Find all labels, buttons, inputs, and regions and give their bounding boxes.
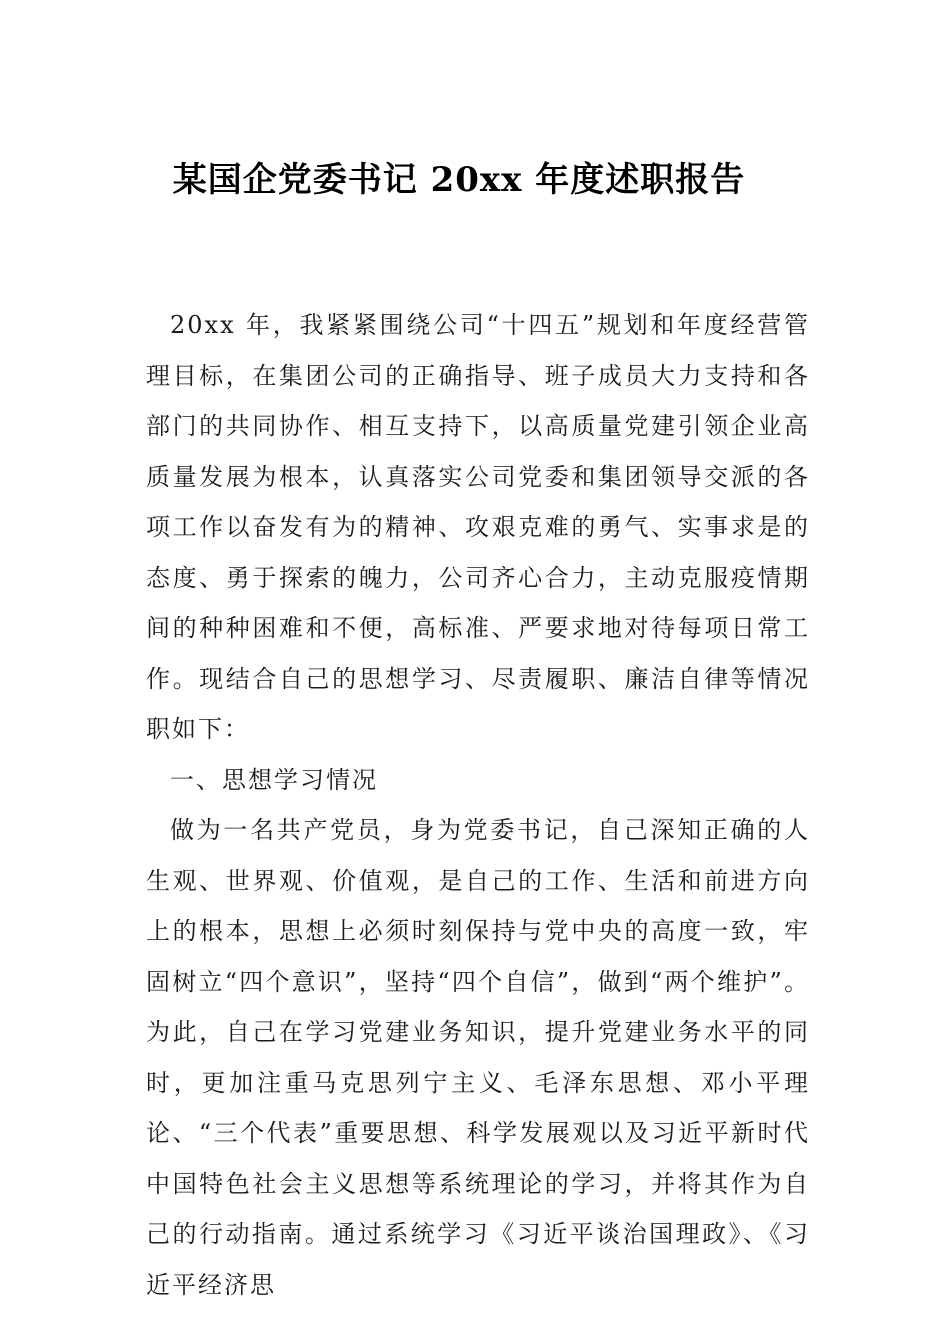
paragraph-thought-study: 做为一名共产党员，身为党委书记，自己深知正确的人生观、世界观、价值观，是自己的工作、生活和前进方向上的根本，思想上必须时刻保持与党中央的高度一致，牢固树立“四个意识”，坚持“四个自信”，做到“两个维护”。为此，自己在学习党建业务知识，提升党建业务水平的同时，更加注重马克思列宁主义、毛泽东思想、邓小平理论、“三个代表”重要思想、科学发展观以及习近平新时代中国特色社会主义思想等系统理论的学习，并将其作为自己的行动指南。通过系统学习《习近平谈治国理政》、《习近平经济思 bbox=[146, 816, 810, 1299]
document-title: 某国企党委书记 20xx 年度述职报告 bbox=[172, 160, 746, 200]
section-heading-thought-study: 一、思想学习情况 bbox=[170, 765, 378, 794]
paragraph-intro: 20xx 年，我紧紧围绕公司“十四五”规划和年度经营管理目标，在集团公司的正确指导、班子成员大力支持和各部门的共同协作、相互支持下，以高质量党建引领企业高质量发展为根本，认真落实公司党委和集团领导交派的各项工作以奋发有为的精神、攻艰克难的勇气、实事求是的态度、勇于探索的魄力，公司齐心合力，主动克服疫情期间的种种困难和不便，高标准、严要求地对待每项日常工作。现结合自己的思想学习、尽责履职、廉洁自律等情况职如下： bbox=[146, 311, 810, 743]
document-body bbox=[146, 300, 810, 1310]
